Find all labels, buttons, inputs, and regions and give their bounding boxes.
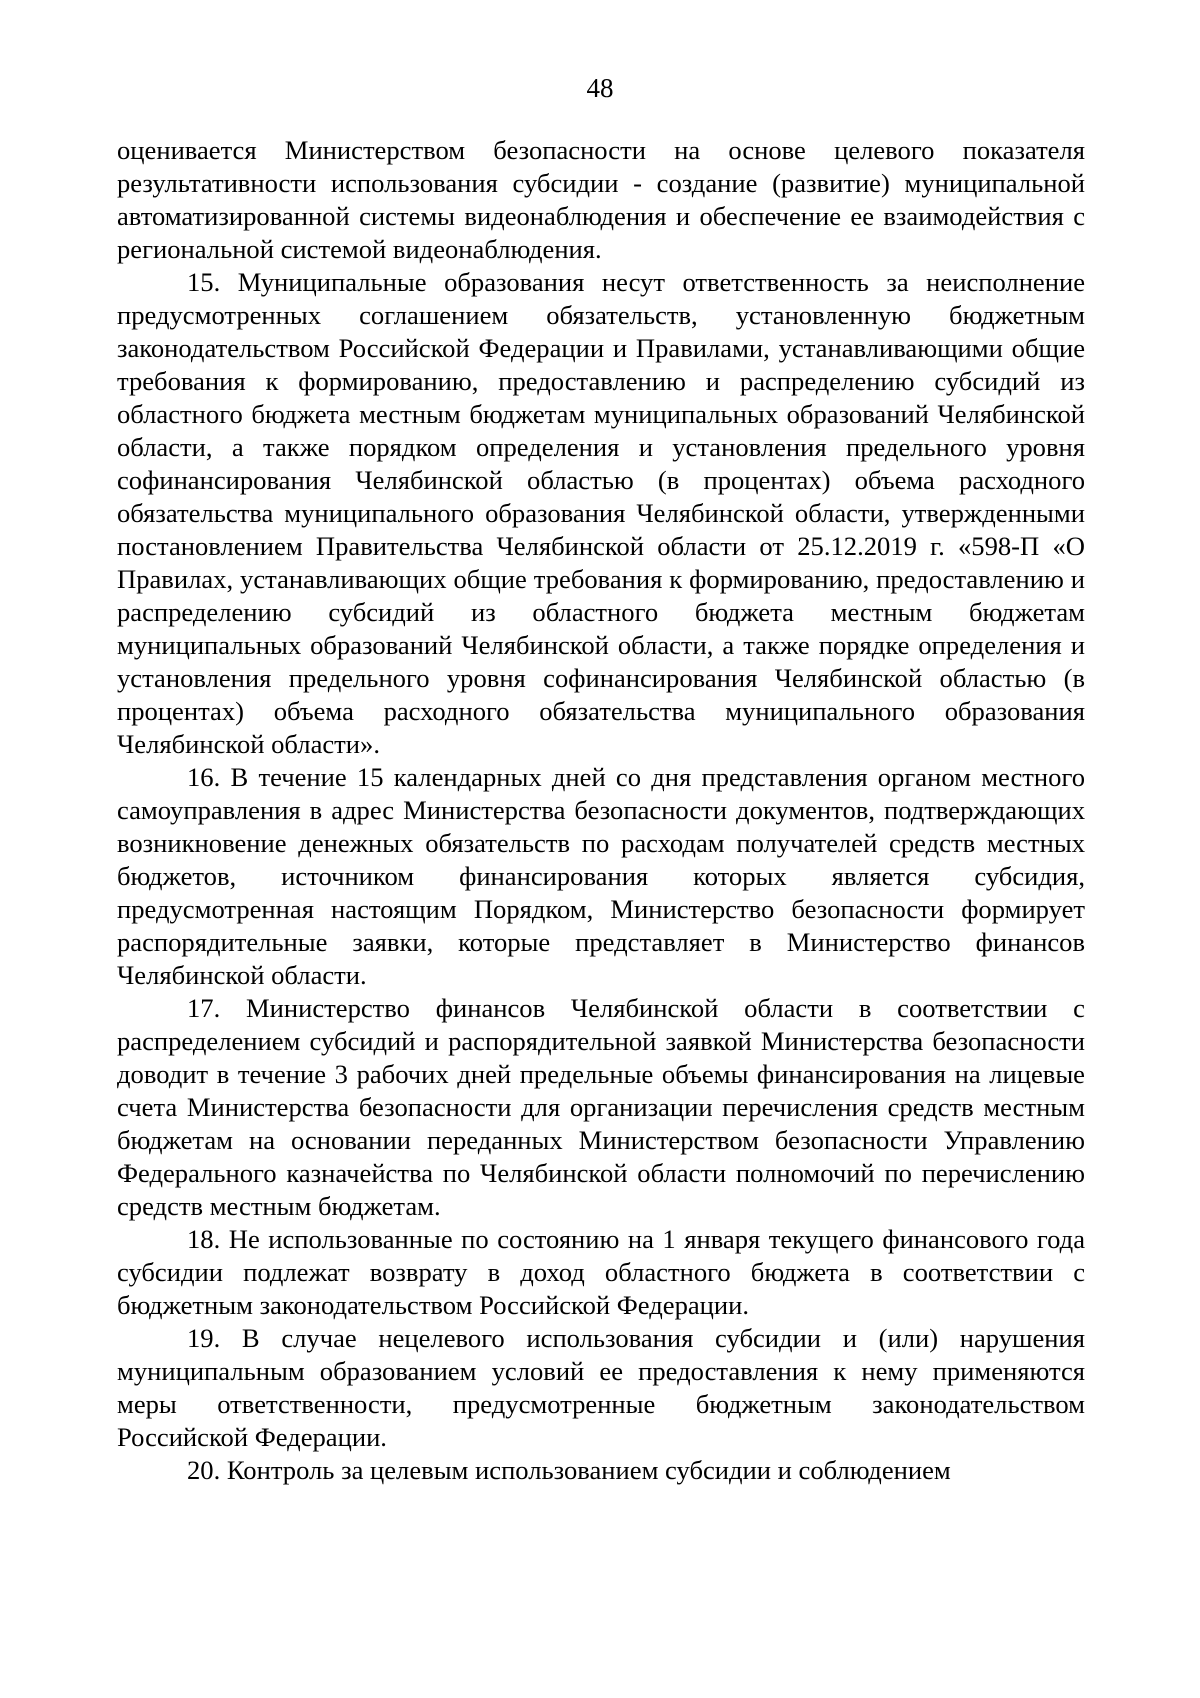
paragraph-item-19: 19. В случае нецелевого использования субсидии и (или) нарушения муниципальным образованием условий ее предоставления к нему применяются меры ответственности, предусмотренные бюджетным законодательством Российской Федерации. [117,1323,1085,1452]
document-body [117,134,1085,1487]
page-number: 48 [586,73,614,103]
paragraph-item-18: 18. Не использованные по состоянию на 1 января текущего финансового года субсидии подлежат возврату в доход областного бюджета в соответствии с бюджетным законодательством Российской Федерации. [117,1224,1085,1320]
paragraph-item-15: 15. Муниципальные образования несут ответственность за неисполнение предусмотренных соглашением обязательств, установленную бюджетным законодательством Российской Федерации и Правилами, устанавливающими общие требования к формированию, предоставлению и распределению субсидий из областного бюджета местным бюджетам муниципальных образований Челябинской области, а также порядком определения и установления предельного уровня софинансирования Челябинской областью (в процентах) объема расходного обязательства муниципального образования Челябинской области, утвержденными постановлением Правительства Челябинской области от 25.12.2019 г. «598-П «О Правилах, устанавливающих общие требования к формированию, предоставлению и распределению субсидий из областного бюджета местным бюджетам муниципальных образований Челябинской области, а также порядке определения и установления предельного уровня софинансирования Челябинской областью (в процентах) объема расходного обязательства муниципального образования Челябинской области». [117,267,1085,759]
paragraph-item-16: 16. В течение 15 календарных дней со дня представления органом местного самоуправления в адрес Министерства безопасности документов, подтверждающих возникновение денежных обязательств по расходам получателей средств местных бюджетов, источником финансирования которых является субсидия, предусмотренная настоящим Порядком, Министерство безопасности формирует распорядительные заявки, которые представляет в Министерство финансов Челябинской области. [117,762,1085,990]
paragraph-item-17: 17. Министерство финансов Челябинской области в соответствии с распределением субсидий и распорядительной заявкой Министерства безопасности доводит в течение 3 рабочих дней предельные объемы финансирования на лицевые счета Министерства безопасности для организации перечисления средств местным бюджетам на основании переданных Министерством безопасности Управлению Федерального казначейства по Челябинской области полномочий по перечислению средств местным бюджетам. [117,993,1085,1221]
paragraph-item-20: 20. Контроль за целевым использованием субсидии и соблюдением [187,1455,951,1485]
paragraph-continuation: оценивается Министерством безопасности на основе целевого показателя результативности использования субсидии - создание (развитие) муниципальной автоматизированной системы видеонаблюдения и обеспечение ее взаимодействия с региональной системой видеонаблюдения. [117,135,1085,264]
